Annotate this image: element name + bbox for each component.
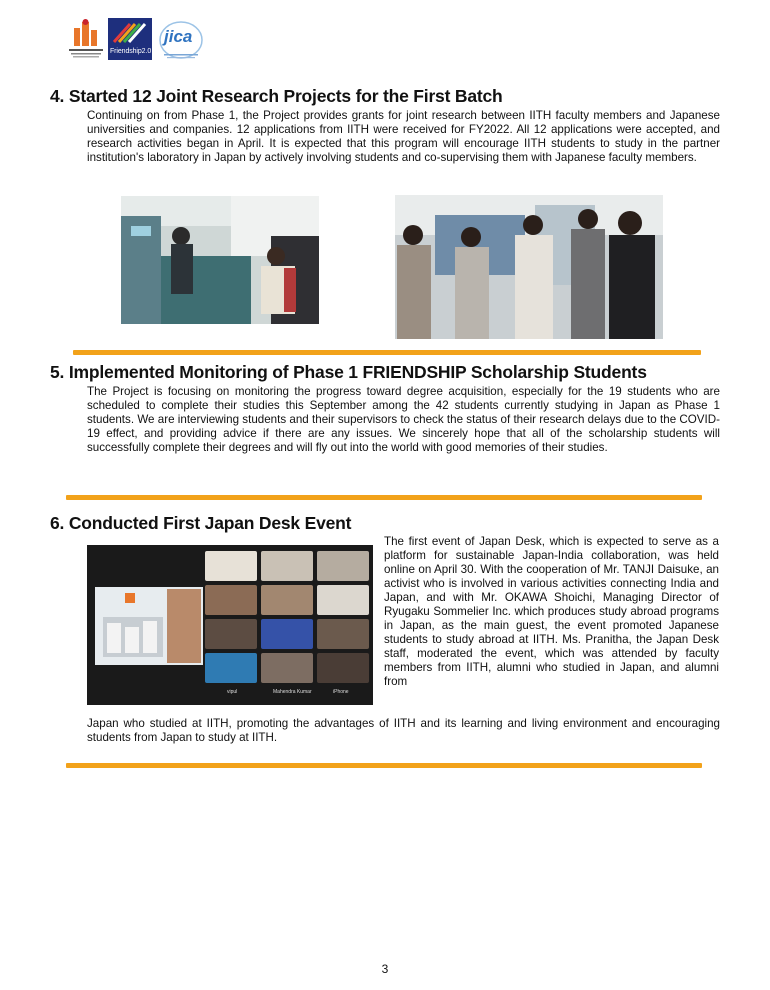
section-4-body: Continuing on from Phase 1, the Project provides grants for joint research between IITH faculty members and Japanese universities and companies. 12 applications from IITH were received for FY2022. All 12 applications were accepted, and research activities began in April. It is expected that this program will encourage IITH students to study in the partner institution's laboratory in Japan by actively involving students and co-supervising them with Japanese faculty members. [87,109,720,164]
iith-logo-icon [66,18,106,60]
zoom-tile [317,619,369,649]
zoom-tile [205,551,257,581]
zoom-tile [205,653,257,683]
section-6-body-full: Japan who studied at IITH, promoting the advantages of IITH and its learning and living environment and encouraging students from Japan to study at IITH. [87,717,720,744]
zoom-tile [317,585,369,615]
friendship-logo-text: Friendship2.0 [110,48,152,55]
jica-logo-text: jica [164,27,193,46]
jica-logo-icon [158,20,204,62]
section-divider-3 [66,763,702,768]
zoom-tile [205,619,257,649]
zoom-screenshot [87,545,373,705]
section-6-body-side: The first event of Japan Desk, which is expected to serve as a platform for sustainable Japan-India collaboration, was held online on April 30. With the cooperation of Mr. TANJI Daisuke, an activist who is involved in various activities connecting India and Japan, and with Mr. OKAWA Shoichi, Managing Director of Ryugaku Sommelier Inc. which produces study abroad programs in Japan, as the main guest, the event promoted Japanese students to study abroad at IITH. Ms. Pranitha, the Japan Desk staff, moderated the event, which was attended by faculty members from IITH, alumni who studied in Japan, and alumni from [384,535,719,688]
zoom-tile [205,585,257,615]
zoom-participant-name: vipul [227,689,238,695]
zoom-tile [317,653,369,683]
section-divider-1 [73,350,701,355]
lab-photo-1 [121,196,319,324]
zoom-participant-name: Mahendra Kumar [273,689,312,695]
section-divider-2 [66,495,702,500]
zoom-participant-name: iPhone [333,689,349,695]
zoom-shared-screen [95,587,203,665]
zoom-tile [261,585,313,615]
zoom-tile [261,619,313,649]
zoom-tile [261,653,313,683]
section-5-heading: 5. Implemented Monitoring of Phase 1 FRIENDSHIP Scholarship Students [50,362,647,382]
lab-photo-2 [395,195,663,339]
zoom-tile [261,551,313,581]
friendship-logo-icon [108,18,152,60]
section-5-body: The Project is focusing on monitoring the progress toward degree acquisition, especially for the 19 students who are scheduled to complete their studies this September among the 42 students currently studying in Japan as Phase 1 students. We are interviewing students and their supervisors to check the status of their research delays due to the COVID-19 effect, and providing advice if there are any issues. We sincerely hope that all of the scholarship students will successfully complete their degrees and will fly out into the world with good memories of their studies. [87,385,720,454]
section-4-heading: 4. Started 12 Joint Research Projects for the First Batch [50,86,503,106]
page-number: 3 [381,962,389,976]
zoom-tile [317,551,369,581]
section-6-heading: 6. Conducted First Japan Desk Event [50,513,352,533]
